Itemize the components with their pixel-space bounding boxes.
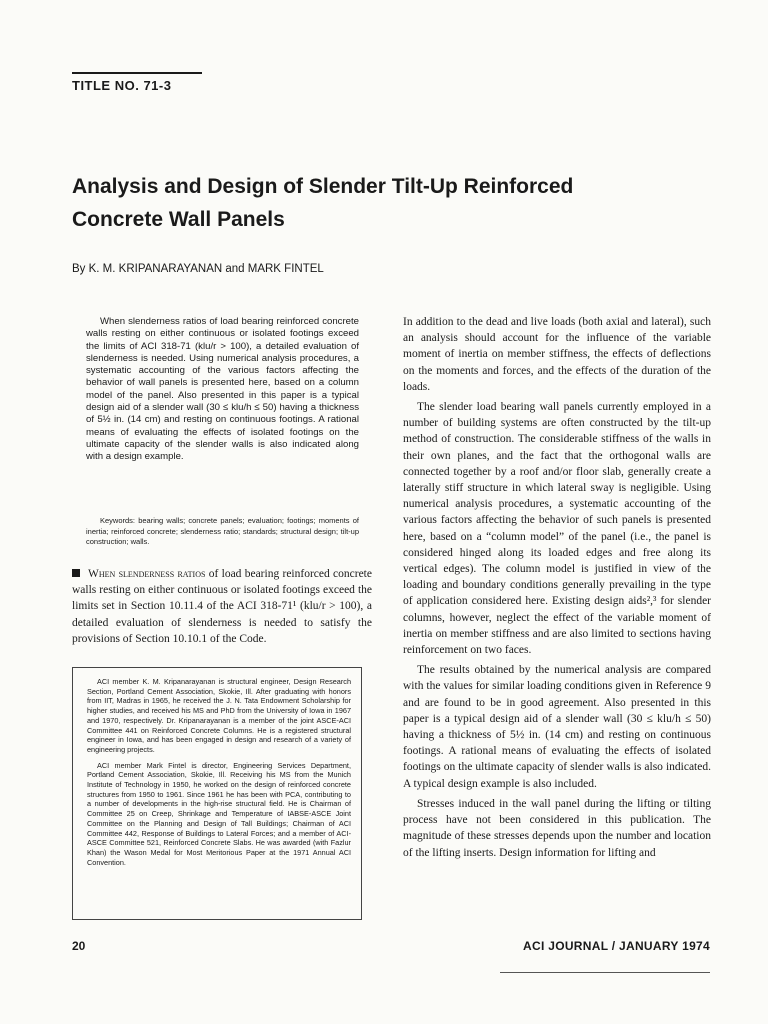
title-number: TITLE NO. 71-3 <box>72 78 172 93</box>
abstract-text: When slenderness ratios of load bearing reinforced concrete walls resting on either continuous or isolated footings exceed the limits of ACI 318-71 (klu/r > 100), a detailed evaluation of slenderness is needed. Using numerical analysis procedures, a systematic accounting of the various factors affecting the behavior of wall panels is presented here, based on a column model of the panel. Also presented in this paper is a typical design aid of a slender wall (30 ≤ klu/h ≤ 50) having a thickness of 5½ in. (14 cm) and resting on continuous footings. A rational means of evaluating the effects of isolated footings on the ultimate capacity of the slender walls is also indicated along with a design example. <box>86 316 359 463</box>
keywords-text: Keywords: bearing walls; concrete panels; evaluation; footings; moments of inertia; reinforced concrete; slenderness ratio; standards; structural design; tilt-up construction; walls. <box>86 516 359 546</box>
right-paragraph-3: The results obtained by the numerical analysis are compared with the values for similar loading conditions given in Reference 9 and are found to be in good agreement. Also presented in this paper is a typical design aid of a slender wall (30 ≤ klu/h ≤ 50) having a thickness of 5½ in. (14 cm) and resting on continuous footings. A rational means of evaluating the effects of isolated footings on the ultimate capacity of slender walls is also indicated. A typical design example is also included. <box>403 664 711 790</box>
authors-line: By K. M. KRIPANARAYANAN and MARK FINTEL <box>72 263 324 275</box>
right-paragraph-2: The slender load bearing wall panels currently employed in a number of building systems are often constructed by the tilt-up method of construction. The considerable stiffness of the walls in their own planes, and the fact that the orthogonal walls are connected together by a roof and/or floor slab, generally create a laterally stiff structure in which lateral sway is negligible. Using numerical analysis procedures, a systematic accounting of the various factors affecting the behavior of such panels is presented here, based on a “column model” of the panel (i.e., the panel is considered hinged along its loaded edges and free along its vertical edges). The column model is justified in view of the loading and boundary conditions generally prevailing in the type of application considered here. Existing design aids²,³ for slender columns, however, neglect the effect of the variable moment of inertia on member stiffness and are also limited to sections having reinforcement on two faces. <box>403 401 711 657</box>
footer-rule <box>500 972 710 973</box>
intro-paragraph <box>72 566 372 647</box>
intro-text: of load bearing reinforced concrete walls resting on either continuous or isolated footings exceed the limits set in Section 10.11.4 of the ACI 318-71¹ (klu/r > 100), a detailed evaluation of slenderness is needed to satisfy the provisions of Section 10.10.1 of the Code. <box>72 568 372 645</box>
section-marker-square <box>72 569 80 577</box>
bio-kripanarayanan: ACI member K. M. Kripanarayanan is structural engineer, Design Research Section, Portland Cement Association, Skokie, Ill. After graduating with honors from IIT, Madras in 1965, he received the J. N. Tata Endowment Scholarship for higher studies, and received his MS and PhD from the University of Iowa in 1967 and 1970, respectively. Dr. Kripanarayanan is a member of the joint ASCE-ACI Committee 441 on Reinforced Concrete Columns. He is a registered structural engineer in Iowa, and has been engaged in design and research of a variety of engineering projects. <box>87 677 351 754</box>
intro-lead: When slenderness ratios <box>88 568 206 580</box>
bio-fintel: ACI member Mark Fintel is director, Engineering Services Department, Portland Cement Association, Skokie, Ill. Receiving his MS from the Munich Institute of Technology in 1950, he worked on the design of reinforced concrete structures from 1950 to 1961. Since 1961 he has been with PCA, contributing to a number of developments in the high-rise structural field. He is Chairman of Committee 25 on Creep, Shrinkage and Temperature of IABSE-ASCE Joint Committee on the Planning and Design of Tall Buildings; Chairman of ACI Committee 442, Response of Buildings to Lateral Forces; and a member of ACI-ASCE Committee 521, Reinforced Concrete Slabs. He was awarded (with Fazlur Khan) the Wason Medal for Most Meritorious Paper at the 1971 Annual ACI Convention. <box>87 760 351 867</box>
journal-footer: ACI JOURNAL / JANUARY 1974 <box>523 939 710 953</box>
title-number-rule <box>72 72 202 74</box>
page-number: 20 <box>72 939 86 953</box>
abstract <box>86 316 359 464</box>
right-column <box>403 314 711 865</box>
right-paragraph-1: In addition to the dead and live loads (both axial and lateral), such an analysis should account for the influence of the variable moment of inertia on member stiffness, the effects of deflections on the moments and forces, and the effects of the duration of the loads. <box>403 316 711 393</box>
article-title: Analysis and Design of Slender Tilt-Up Reinforced Concrete Wall Panels <box>72 175 574 231</box>
author-bio-box <box>72 667 362 920</box>
title-number-block <box>72 72 202 93</box>
keywords <box>86 516 359 548</box>
right-paragraph-4: Stresses induced in the wall panel during the lifting or tilting process have not been considered in this publication. The magnitude of these stresses depends upon the number and location of the lifting inserts. Design information for lifting and <box>403 797 711 859</box>
